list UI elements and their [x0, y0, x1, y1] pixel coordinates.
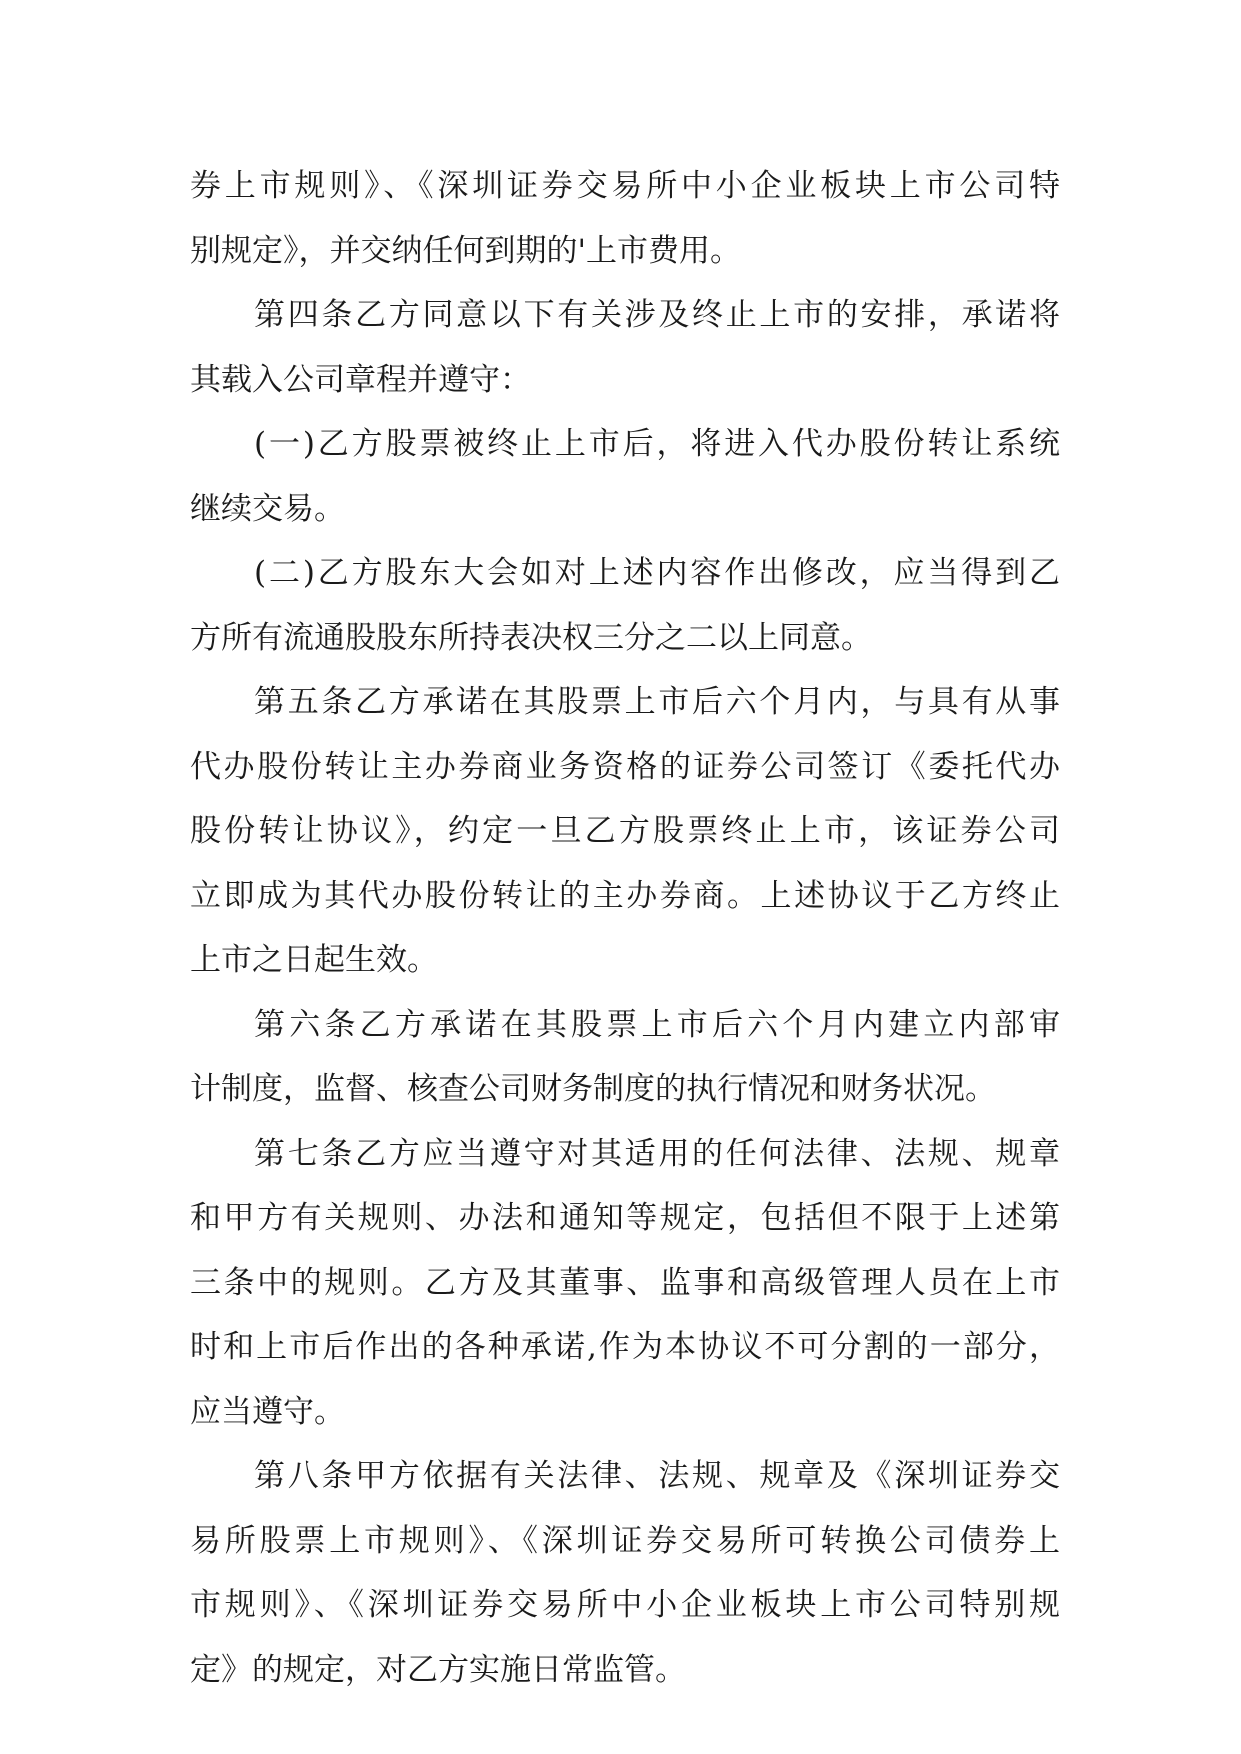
text-line: 市规则》、《深圳证券交易所中小企业板块上市公司特别规: [190, 1587, 1060, 1623]
text-line: 上市之日起生效。: [190, 942, 438, 978]
paragraph-start-item-1: (一)乙方股票被终止上市后，将进入代办股份转让系统: [254, 426, 1060, 462]
text-line: 代办股份转让主办券商业务资格的证券公司签订《委托代办: [190, 748, 1060, 785]
text-line: 易所股票上市规则》、《深圳证券交易所可转换公司债券上: [190, 1522, 1060, 1559]
text-line: 券上市规则》、《深圳证券交易所中小企业板块上市公司特: [190, 168, 1060, 204]
paragraph-start-article-6: 第六条乙方承诺在其股票上市后六个月内建立内部审: [254, 1006, 1060, 1043]
text-line: 其载入公司章程并遵守：: [190, 361, 531, 398]
text-line: 三条中的规则。乙方及其董事、监事和高级管理人员在上市: [190, 1264, 1060, 1301]
paragraph-start-item-2: (二)乙方股东大会如对上述内容作出修改，应当得到乙: [254, 555, 1060, 591]
text-line: 时和上市后作出的各种承诺,作为本协议不可分割的一部分，: [190, 1329, 1060, 1365]
text-line: 股份转让协议》，约定一旦乙方股票终止上市，该证券公司: [190, 813, 1060, 849]
text-line: 和甲方有关规则、办法和通知等规定，包括但不限于上述第: [190, 1200, 1060, 1236]
paragraph-start-article-7: 第七条乙方应当遵守对其适用的任何法律、法规、规章: [254, 1135, 1060, 1172]
text-line: 计制度，监督、核查公司财务制度的执行情况和财务状况。: [190, 1071, 996, 1107]
text-line: 立即成为其代办股份转让的主办券商。上述协议于乙方终止: [190, 877, 1060, 914]
text-line: 定》的规定，对乙方实施日常监管。: [190, 1651, 686, 1688]
text-line: 方所有流通股股东所持表决权三分之二以上同意。: [190, 619, 872, 656]
paragraph-start-article-5: 第五条乙方承诺在其股票上市后六个月内，与具有从事: [254, 684, 1060, 720]
paragraph-start-article-8: 第八条甲方依据有关法律、法规、规章及《深圳证券交: [254, 1458, 1060, 1494]
document-body: [190, 154, 1060, 1702]
paragraph-start-article-4: 第四条乙方同意以下有关涉及终止上市的安排，承诺将: [254, 297, 1060, 333]
text-line: 应当遵守。: [190, 1393, 345, 1430]
text-line: 继续交易。: [190, 490, 345, 527]
text-line: 别规定》，并交纳任何到期的'上市费用。: [190, 232, 742, 269]
